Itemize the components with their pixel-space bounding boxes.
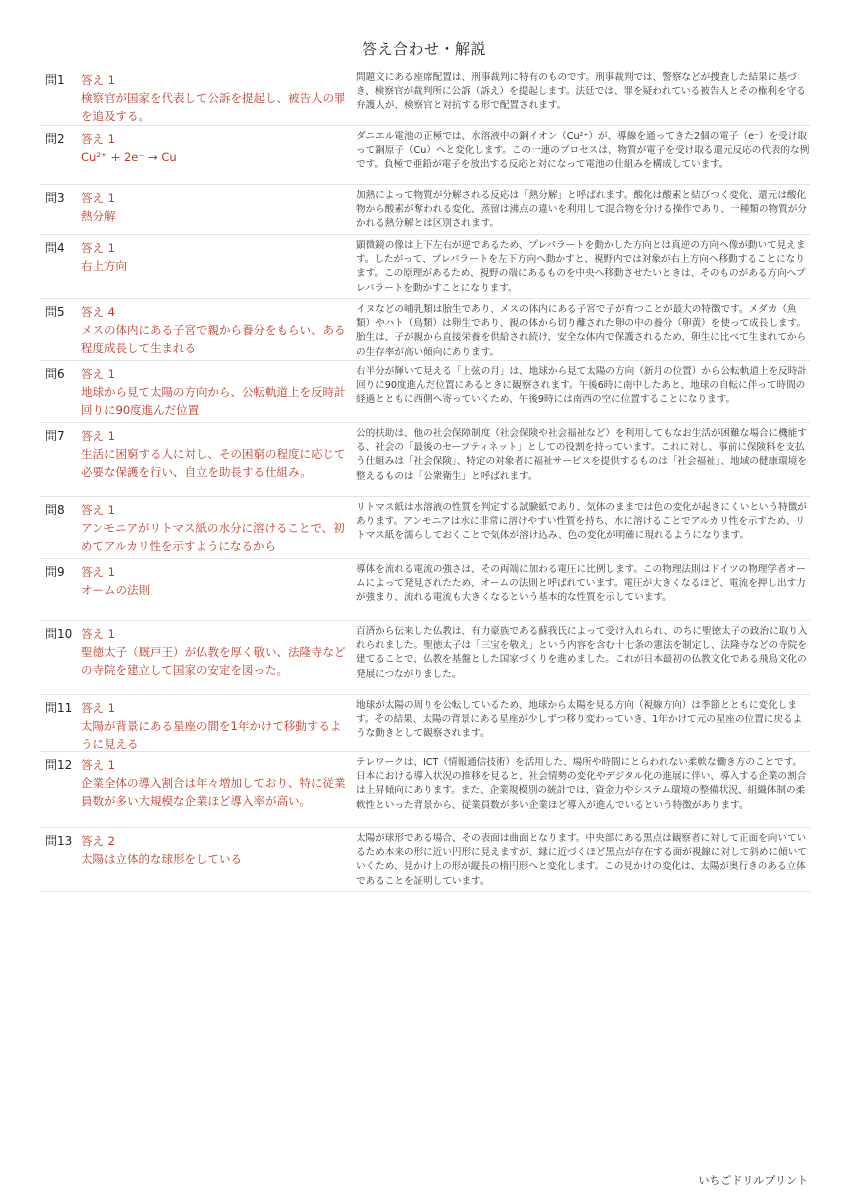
page-title: 答え合わせ・解説 <box>361 40 486 58</box>
answer-cell <box>81 425 347 492</box>
explanation-text: 太陽が球形である場合、その表面は曲面となります。中央部にある黒点は観察者に対して正面を向いているため本来の形に近い円形に見えますが、縁に近づくほど黒点が存在する面が視線に対して斜めに傾いていくため、見かけ上の形が縦長の楕円形へと変化します。この見かけの変化は、太陽が奥行きのある立体であることを証明しています。 <box>356 833 807 887</box>
explanation-text: 問題文にある座席配置は、刑事裁判に特有のものです。刑事裁判では、警察などが捜査した結果に基づき、検察官が裁判所に公訴（訴え）を提起します。法廷では、罪を疑われている被告人とその権利を守る弁護人が、検察官と対抗する形で配置されます。 <box>356 72 806 112</box>
explanation-text: 地球が太陽の周りを公転しているため、地球から太陽を見る方向（視線方向）は季節とともに変化します。その結果、太陽の背景にある星座が少しずつ移り変わっていき、1年かけて元の星座の位置に戻るような動きとして観察されます。 <box>356 700 803 740</box>
answer-label: 答え 1 <box>81 191 115 205</box>
answer-text: 右上方向 <box>81 259 127 273</box>
question-number: 問9 <box>45 565 65 579</box>
table-row <box>40 559 810 621</box>
answer-cell <box>81 69 347 125</box>
explanation-text: 公的扶助は、他の社会保障制度（社会保険や社会福祉など）を利用してもなお生活が困難な場合に機能する、社会の「最後のセーフティネット」としての役割を持っています。これに対し、事前に保険料を支払う仕組みは「社会保険」、特定の対象者に福祉サービスを提供するものは「社会福祉」、地域の健康環境を整えるものは「公衆衛生」と呼ばれます。 <box>356 428 807 482</box>
answer-cell <box>81 499 347 555</box>
question-number: 問2 <box>45 132 65 146</box>
table-row <box>40 621 810 695</box>
question-number: 問1 <box>45 73 65 87</box>
table-row <box>40 361 810 423</box>
answer-cell <box>81 697 347 753</box>
table-row <box>40 752 810 828</box>
answer-table <box>40 67 810 892</box>
table-row <box>40 126 810 185</box>
answer-label: 答え 1 <box>81 367 115 381</box>
answer-label: 答え 1 <box>81 627 115 641</box>
table-row <box>40 828 810 892</box>
question-number: 問5 <box>45 305 65 319</box>
answer-text: 生活に困窮する人に対し、その困窮の程度に応じて必要な保護を行い、自立を助長する仕組み。 <box>81 447 346 479</box>
answer-text: 熱分解 <box>81 209 116 223</box>
answer-cell <box>81 623 347 690</box>
answer-label: 答え 4 <box>81 305 115 319</box>
answer-label: 答え 1 <box>81 241 115 255</box>
table-row <box>40 497 810 559</box>
explanation-text: リトマス紙は水溶液の性質を判定する試験紙であり、気体のままでは色の変化が起きにくいという特徴があります。アンモニアは水に非常に溶けやすい性質を持ち、水に溶けることでアルカリ性を示すため、リトマス紙を濡らしておくことで気体が溶け込み、色の変化が明確に現れるようになります。 <box>356 502 807 542</box>
table-row <box>40 695 810 752</box>
answer-cell <box>81 363 347 419</box>
question-number: 問6 <box>45 367 65 381</box>
explanation-text: テレワークは、ICT（情報通信技術）を活用した、場所や時間にとらわれない柔軟な働き方のことです。日本における導入状況の推移を見ると、社会情勢の変化やデジタル化の進展に伴い、導入する企業の割合は上昇傾向にあります。また、企業規模別の統計では、資金力やシステム環境の整備状況、組織体制の柔軟性といった背景から、従業員数が多い企業ほど導入が進んでいるという特徴があります。 <box>356 757 807 811</box>
question-number: 問11 <box>45 701 73 715</box>
explanation-text: 加熱によって物質が分解される反応は「熱分解」と呼ばれます。酸化は酸素と結びつく変化、還元は酸化物から酸素が奪われる変化、蒸留は沸点の違いを利用して混合物を分ける操作であり、一種類の物質が分かれる熱分解とは区別されます。 <box>356 190 807 230</box>
explanation-text: 導体を流れる電流の強さは、その両端に加わる電圧に比例します。この物理法則はドイツの物理学者オームによって発見されたため、オームの法則と呼ばれています。電圧が大きくなるほど、電流を押し出す力が強まり、流れる電流も大きくなるという基本的な性質を示しています。 <box>356 564 806 604</box>
question-number: 問8 <box>45 503 65 517</box>
answer-label: 答え 1 <box>81 503 115 517</box>
table-row <box>40 67 810 126</box>
question-number: 問4 <box>45 241 65 255</box>
explanation-text: 顕微鏡の像は上下左右が逆であるため、プレパラートを動かした方向とは真逆の方向へ像が動いて見えます。したがって、プレパラートを左下方向へ動かすと、視野内では対象が右上方向へ移動することになります。この原理があるため、視野の端にあるものを中央へ移動させたいときは、そのものがある方向へプレパラートを動かすことになります。 <box>356 240 806 294</box>
explanation-text: 右半分が輝いて見える「上弦の月」は、地球から見て太陽の方向（新月の位置）から公転軌道上を反時計回りに90度進んだ位置にあるときに観察されます。午後6時に南中したあと、地球の自転に伴って時間の経過とともに西側へ寄っていくため、午後9時には南西の空に位置することになります。 <box>356 366 807 406</box>
answer-text: 検察官が国家を代表して公訴を提起し、被告人の罪を追及する。 <box>81 91 346 123</box>
table-row <box>40 185 810 235</box>
answer-text: 太陽が背景にある星座の間を1年かけて移動するように見える <box>81 719 342 751</box>
answer-text: 企業全体の導入割合は年々増加しており、特に従業員数が多い大規模な企業ほど導入率が高い。 <box>81 776 346 808</box>
answer-label: 答え 2 <box>81 834 115 848</box>
answer-label: 答え 1 <box>81 73 115 87</box>
answer-cell <box>81 754 347 823</box>
answer-label: 答え 1 <box>81 429 115 443</box>
table-row <box>40 423 810 497</box>
explanation-text: 百済から伝来した仏教は、有力豪族である蘇我氏によって受け入れられ、のちに聖徳太子の政治に取り入れられました。聖徳太子は「三宝を敬え」という内容を含む十七条の憲法を制定し、法隆寺などの寺院を建てることで、仏教を基盤とした国家づくりを進めました。これが日本最初の仏教文化である飛鳥文化の発展につながりました。 <box>356 626 808 680</box>
answer-text: 地球から見て太陽の方向から、公転軌道上を反時計回りに90度進んだ位置 <box>81 385 346 417</box>
table-row <box>40 299 810 361</box>
question-number: 問13 <box>45 834 73 848</box>
answer-text: メスの体内にある子宮で親から養分をもらい、ある程度成長して生まれる <box>81 323 346 355</box>
answer-cell <box>81 128 347 180</box>
answer-label: 答え 1 <box>81 758 115 772</box>
answer-text: 太陽は立体的な球形をしている <box>81 852 242 866</box>
explanation-text: イヌなどの哺乳類は胎生であり、メスの体内にある子宮で子が育つことが最大の特徴です。メダカ（魚類）やハト（鳥類）は卵生であり、親の体から切り離された卵の中の養分（卵黄）を使って成長します。胎生は、子が親から直接栄養を供給され続け、安全な体内で保護されるため、卵生に比べて生まれてからの生存率が高い傾向にあります。 <box>356 304 807 358</box>
answer-cell <box>81 830 347 889</box>
answer-label: 答え 1 <box>81 701 115 715</box>
answer-text: アンモニアがリトマス紙の水分に溶けることで、初めてアルカリ性を示すようになるから <box>81 521 345 553</box>
question-number: 問7 <box>45 429 65 443</box>
answer-cell <box>81 237 347 296</box>
table-row <box>40 235 810 299</box>
question-number: 問3 <box>45 191 65 205</box>
footer-brand: いちごドリルプリント <box>698 1174 808 1187</box>
answer-text: オームの法則 <box>81 583 150 597</box>
answer-label: 答え 1 <box>81 132 115 146</box>
answer-label: 答え 1 <box>81 565 115 579</box>
answer-cell <box>81 561 347 616</box>
explanation-text: ダニエル電池の正極では、水溶液中の銅イオン（Cu²⁺）が、導線を通ってきた2個の電子（e⁻）を受け取って銅原子（Cu）へと変化します。この一連のプロセスは、物質が電子を受け取る還元反応の代表的な例です。負極で亜鉛が電子を放出する反応と対になって電池の仕組みを構成しています。 <box>356 131 810 171</box>
answer-text: 聖徳太子（厩戸王）が仏教を厚く敬い、法隆寺などの寺院を建立して国家の安定を図った。 <box>81 645 346 677</box>
question-number: 問10 <box>45 627 73 641</box>
answer-cell <box>81 187 347 232</box>
answer-cell <box>81 301 347 360</box>
answer-text: Cu²⁺ + 2e⁻ → Cu <box>81 150 177 164</box>
question-number: 問12 <box>45 758 73 772</box>
